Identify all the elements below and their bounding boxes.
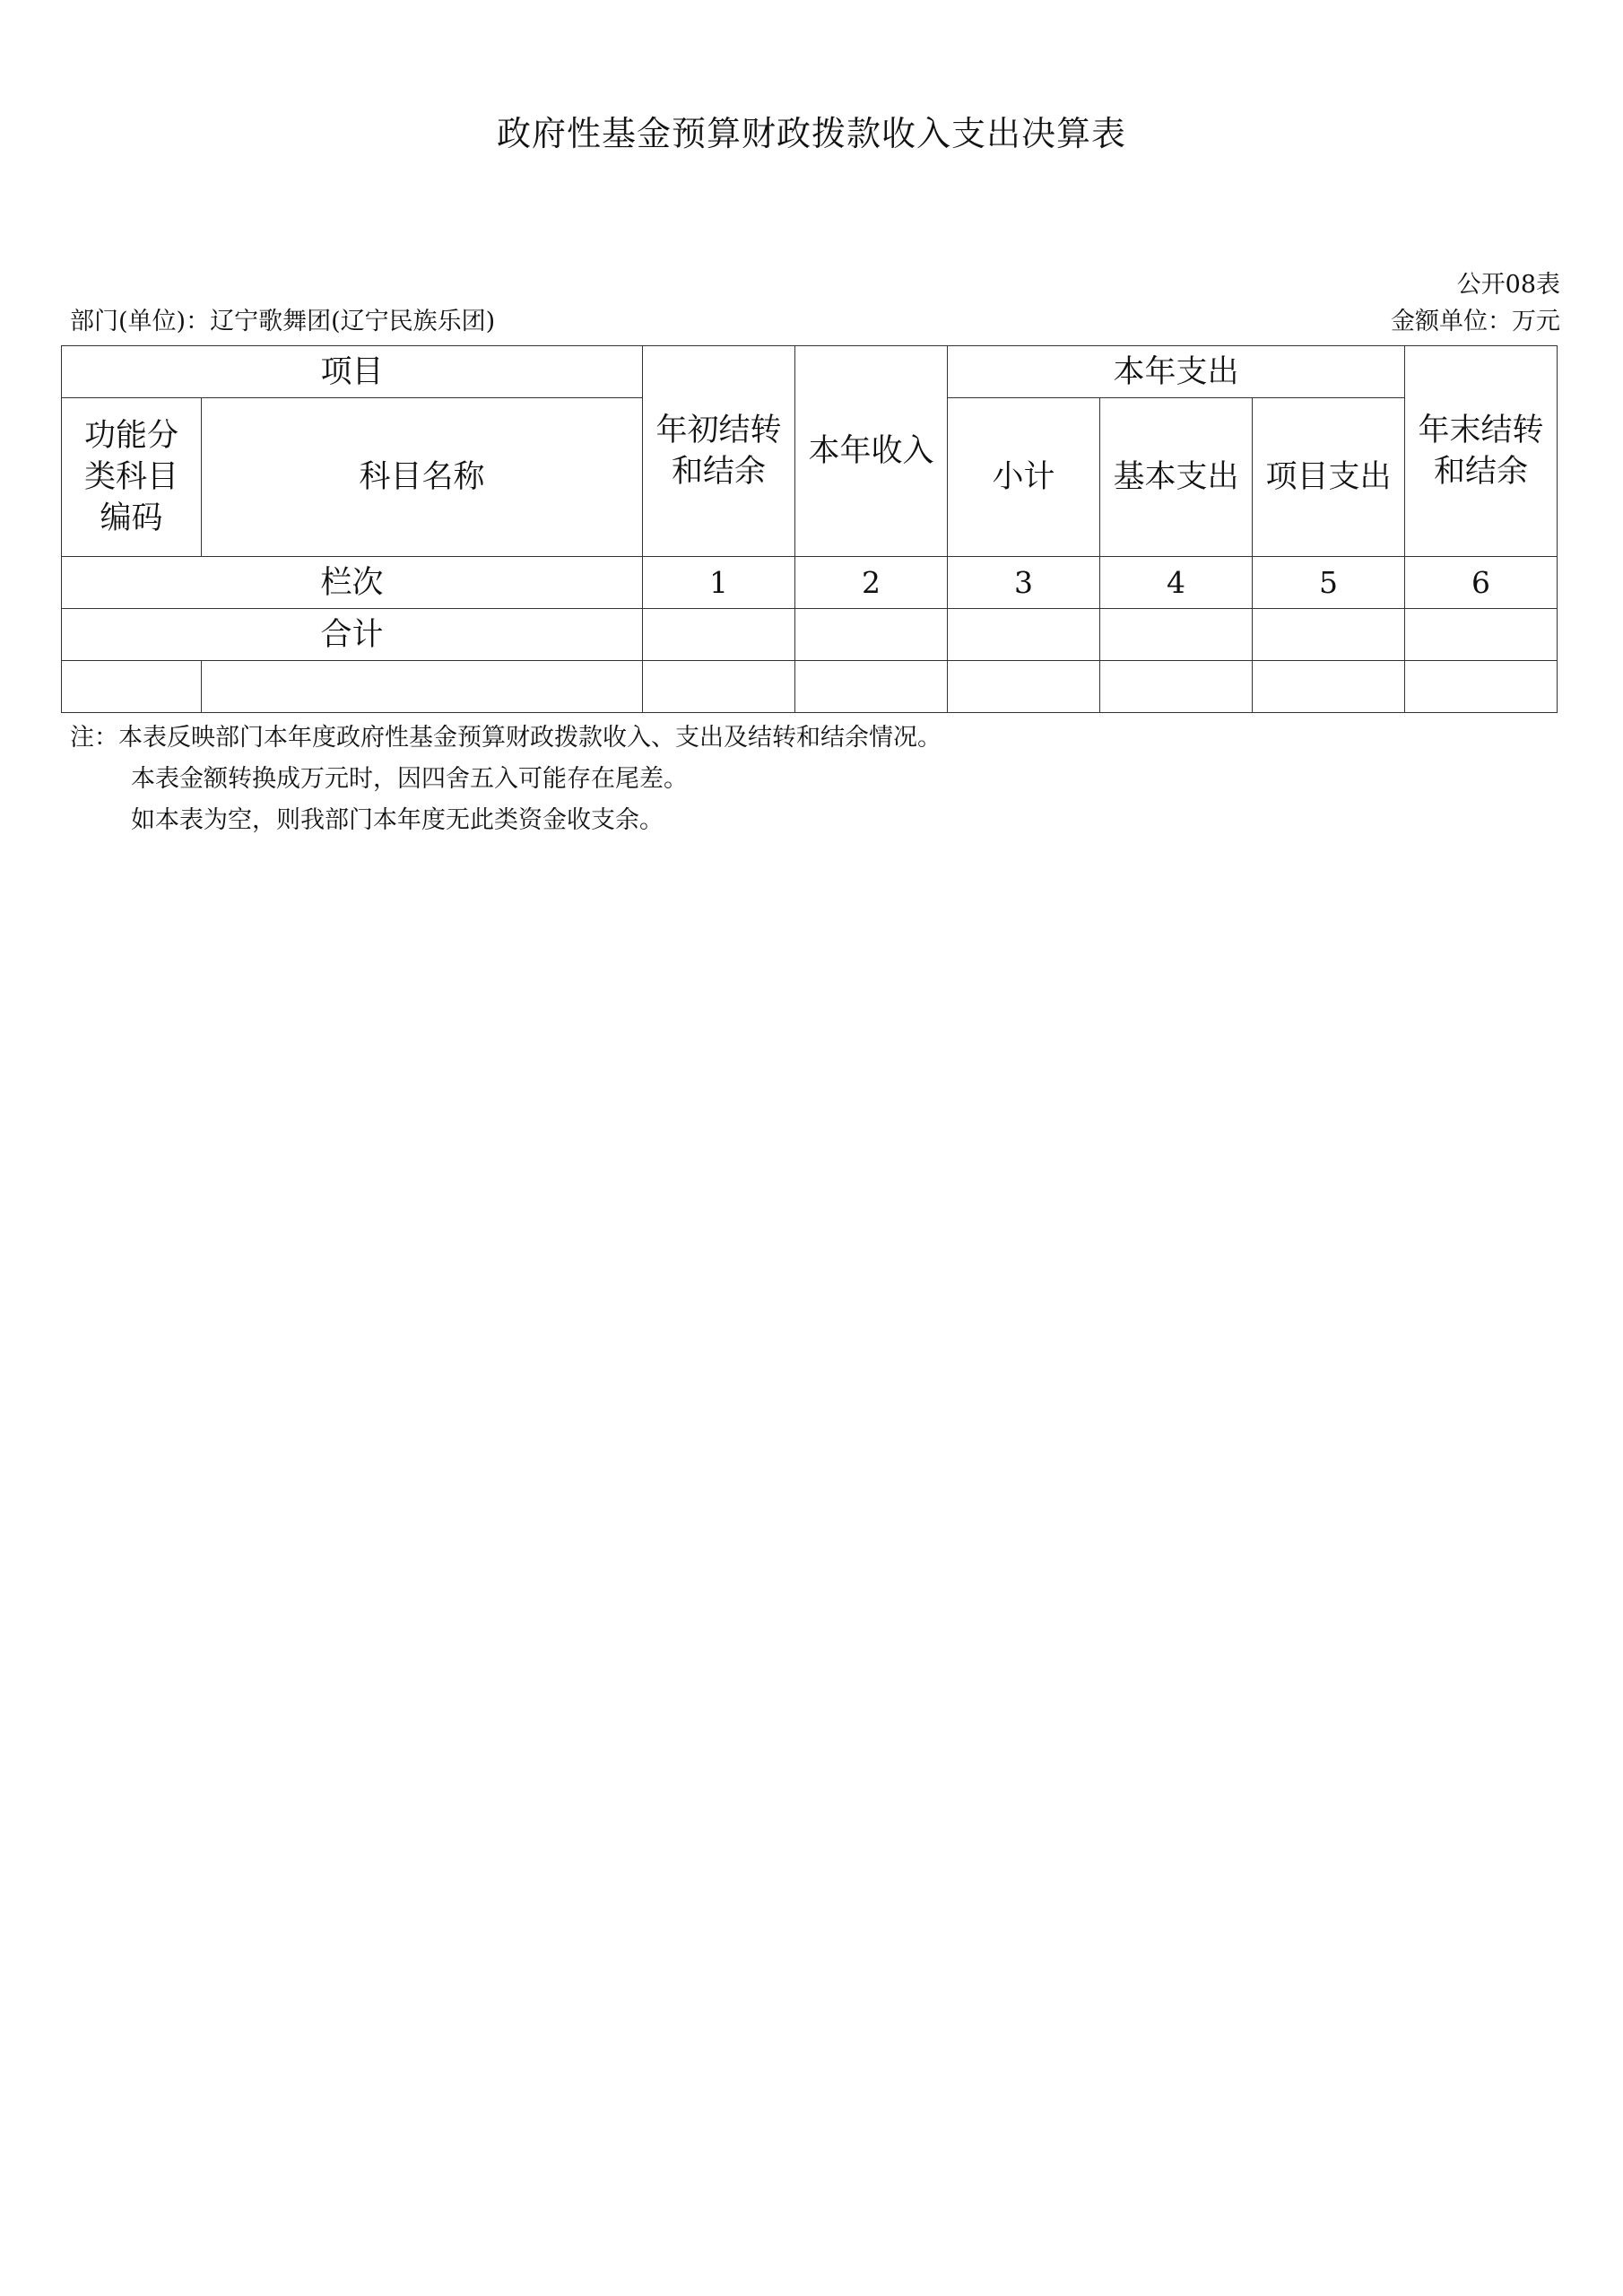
header-current-income: 本年收入 xyxy=(795,346,948,557)
column-number-cell: 1 xyxy=(643,557,795,609)
empty-cell xyxy=(62,661,202,713)
page-title: 政府性基金预算财政拨款收入支出决算表 xyxy=(496,114,1126,153)
total-cell xyxy=(1253,609,1405,661)
notes xyxy=(70,718,942,841)
column-number-label: 栏次 xyxy=(62,557,643,609)
column-number-cell: 5 xyxy=(1253,557,1405,609)
amount-unit-label: 金额单位：万元 xyxy=(1391,308,1560,335)
header-opening-balance: 年初结转和结余 xyxy=(643,346,795,557)
total-cell xyxy=(795,609,948,661)
empty-cell xyxy=(643,661,795,713)
empty-cell xyxy=(948,661,1100,713)
header-subtotal: 小计 xyxy=(948,398,1100,557)
column-number-cell: 4 xyxy=(1100,557,1253,609)
header-subject-name: 科目名称 xyxy=(202,398,643,557)
header-project-expenditure: 项目支出 xyxy=(1253,398,1405,557)
total-label: 合计 xyxy=(62,609,643,661)
empty-cell xyxy=(1100,661,1253,713)
column-number-cell: 3 xyxy=(948,557,1100,609)
budget-table xyxy=(61,345,1558,713)
table-row xyxy=(62,661,1558,713)
total-cell xyxy=(1405,609,1558,661)
department-label: 部门(单位)：辽宁歌舞团(辽宁民族乐团) xyxy=(70,308,496,335)
header-closing-balance: 年末结转和结余 xyxy=(1405,346,1558,557)
note-line: 如本表为空，则我部门本年度无此类资金收支余。 xyxy=(131,806,664,834)
empty-cell xyxy=(202,661,643,713)
header-func-code: 功能分类科目编码 xyxy=(62,398,202,557)
total-cell xyxy=(643,609,795,661)
note-line: 本表金额转换成万元时，因四舍五入可能存在尾差。 xyxy=(131,765,688,793)
empty-cell xyxy=(795,661,948,713)
table-number: 公开08表 xyxy=(1456,271,1560,299)
total-row xyxy=(62,609,1558,661)
empty-cell xyxy=(1405,661,1558,713)
header-project: 项目 xyxy=(62,346,643,398)
column-number-row xyxy=(62,557,1558,609)
header-row-1 xyxy=(62,346,1558,398)
total-cell xyxy=(1100,609,1253,661)
header-current-expenditure: 本年支出 xyxy=(948,346,1405,398)
header-basic-expenditure: 基本支出 xyxy=(1100,398,1253,557)
column-number-cell: 2 xyxy=(795,557,948,609)
empty-cell xyxy=(1253,661,1405,713)
note-line: 注：本表反映部门本年度政府性基金预算财政拨款收入、支出及结转和结余情况。 xyxy=(70,724,942,752)
total-cell xyxy=(948,609,1100,661)
column-number-cell: 6 xyxy=(1405,557,1558,609)
